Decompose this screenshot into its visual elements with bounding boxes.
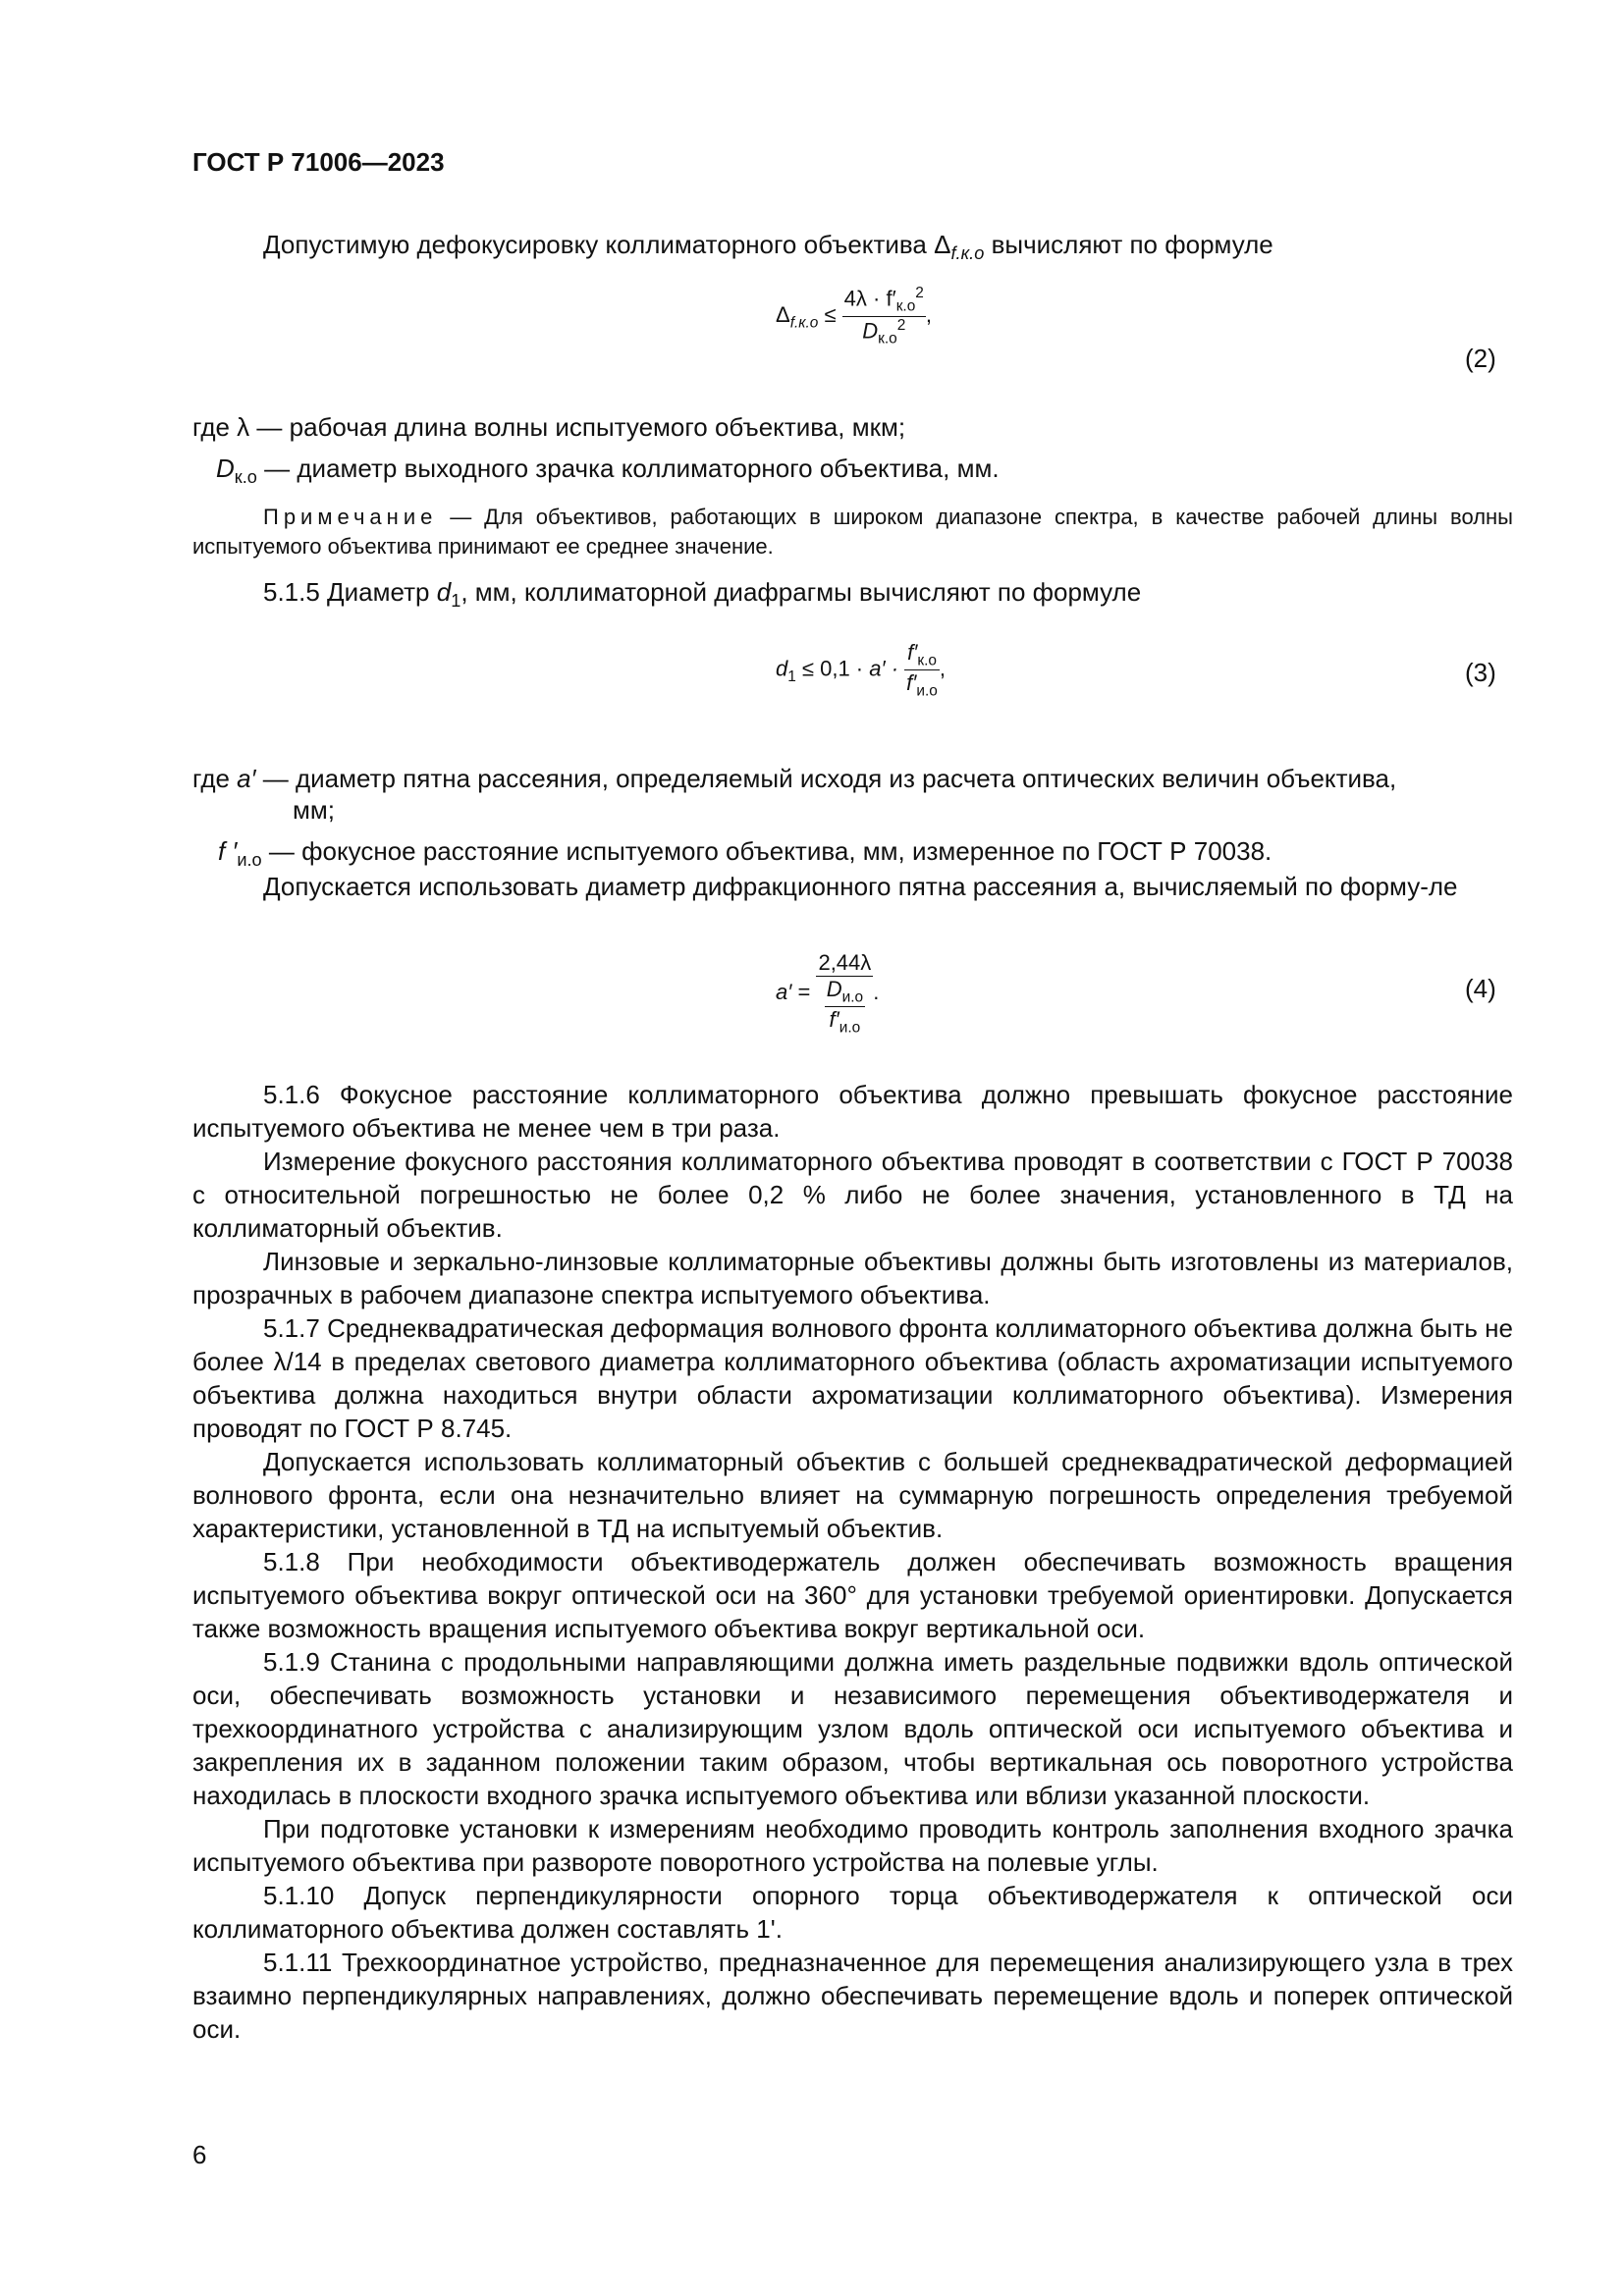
formula-2-fraction: $\frac{4\lambda \cdot f'_{к.о}^2}{D_{к.о}^2}$	[843, 285, 924, 347]
intro-text: Допустимую дефокусировку коллиматорного объектива	[263, 230, 935, 259]
paragraph-5-1-7: 5.1.7 Среднеквадратическая деформация волнового фронта коллиматорного объектива должна быть не более λ/14 в пределах светового диаметра коллиматорного объектива (область ахроматизации испытуемого объектива должна находиться внутри области ахроматизации коллиматорного объектива). Измерения проводят по ГОСТ Р 8.745.	[192, 1313, 1513, 1443]
where-3-line-2: f $'_{и.о}$ — фокусное расстояние испытуемого объектива, мм, измеренное по ГОСТ Р 70038.	[218, 836, 1272, 871]
paragraph-focal-measure: Измерение фокусного расстояния коллиматорного объектива проводят в соответствии с ГОСТ Р 70038 с относительной погрешностью не более 0,2 % либо не более значения, установленного в ТД на коллиматорный объектив.	[192, 1147, 1513, 1243]
where-3-line-1: где a′ — диаметр пятна рассеяния, определяемый исходя из расчета оптических величин объектива,	[192, 764, 1397, 793]
formula-4-inner-fraction: $\frac{D_{и.о}}{f'_{и.о}}$	[826, 977, 864, 1037]
formula-2: $\Delta_{f.к.о}$ ≤ $\frac{4\lambda \cdot f'_{к.о}^2}{D_{к.о}^2}$ ,	[776, 285, 932, 347]
paragraph-dopuskaetsya: Допускается использовать диаметр дифракционного пятна рассеяния a, вычисляемый по форму-ле	[263, 872, 1458, 901]
note-text: — Для объективов, работающих в широком диапазоне спектра, в качестве рабочей длины волны испытуемого объектива принимают ее среднее значение.	[192, 505, 1513, 559]
where-2-line-1: где λ — рабочая длина волны испытуемого объектива, мкм;	[192, 412, 906, 442]
equation-number-3: (3)	[1465, 658, 1496, 687]
paragraph-5-1-8: 5.1.8 При необходимости объективодержатель должен обеспечивать возможность вращения испытуемого объектива вокруг оптической оси на 360° для установки требуемой ориентировки. Допускается также возможность вращения испытуемого объектива вокруг вертикальной оси.	[192, 1547, 1513, 1643]
note	[192, 503, 1513, 561]
paragraph-lens-materials: Линзовые и зеркально-линзовые коллиматорные объективы должны быть изготовлены из материалов, прозрачных в рабочем диапазоне спектра испытуемого объектива.	[192, 1247, 1513, 1309]
note-label: Примечание	[263, 505, 438, 529]
intro-line	[263, 228, 1273, 270]
paragraph-preparation: При подготовке установки к измерениям необходимо проводить контроль заполнения входного зрачка испытуемого объектива при развороте поворотного устройства на полевые углы.	[192, 1814, 1513, 1877]
page-number: 6	[192, 2140, 207, 2169]
paragraph-5-1-6: 5.1.6 Фокусное расстояние коллиматорного объектива должно превышать фокусное расстояние испытуемого объектива не менее чем в три раза.	[192, 1080, 1513, 1143]
formula-4-fraction: $\frac{2,44\lambda}{\frac{D_{и.о}}{f'_{и.о}}}$	[818, 950, 872, 1037]
document-header: ГОСТ Р 71006—2023	[192, 147, 445, 177]
where-2-line-2: $D_{к.о}$ — диаметр выходного зрачка коллиматорного объектива, мм.	[216, 454, 1000, 488]
section-5-1-5: 5.1.5 Диаметр $d_1$, мм, коллиматорной диафрагмы вычисляют по формуле	[263, 577, 1142, 612]
paragraph-deformation: Допускается использовать коллиматорный объектив с большей среднеквадратической деформацией волнового фронта, если она незначительно влияет на суммарную погрешность определения требуемой характеристики, установленной в ТД на испытуемый объектив.	[192, 1447, 1513, 1543]
paragraph-5-1-11: 5.1.11 Трехкоординатное устройство, предназначенное для перемещения анализирующего узла в трех взаимно перпендикулярных направлениях, должно обеспечивать перемещение вдоль и поперек оптической оси.	[192, 1948, 1513, 2044]
where-3-line-1-cont: мм;	[293, 795, 335, 825]
equation-number-4: (4)	[1465, 974, 1496, 1003]
formula-3-fraction: $\frac{f'_{к.о}}{f'_{и.о}}$	[906, 640, 938, 700]
intro-text-after: вычисляют по формуле	[984, 230, 1273, 259]
intro-symbol-sub: f.к.о	[950, 243, 985, 264]
formula-4: a′ = $\frac{2,44\lambda}{\frac{D_{и.о}}{f'_{и.о}}}$ .	[776, 950, 880, 1037]
formula-3: $d_1 \le 0,1 \cdot a'$ · $\frac{f'_{к.о}}{f'_{и.о}}$ ,	[776, 640, 946, 700]
equation-number-2: (2)	[1465, 344, 1496, 373]
paragraph-5-1-9: 5.1.9 Станина с продольными направляющими должна иметь раздельные подвижки вдоль оптической оси, обеспечивать возможность установки и независимого перемещения объективодержателя и трехкоординатного устройства с анализирующим узлом вдоль оптической оси испытуемого объектива и закрепления их в заданном положении таким образом, чтобы вертикальная ось поворотного устройства находилась в плоскости входного зрачка испытуемого объектива или вблизи указанной плоскости.	[192, 1647, 1513, 1810]
paragraph-5-1-10: 5.1.10 Допуск перпендикулярности опорного торца объективодержателя к оптической оси коллиматорного объектива должен составлять 1'.	[192, 1881, 1513, 1944]
intro-symbol: Δ	[934, 230, 951, 259]
